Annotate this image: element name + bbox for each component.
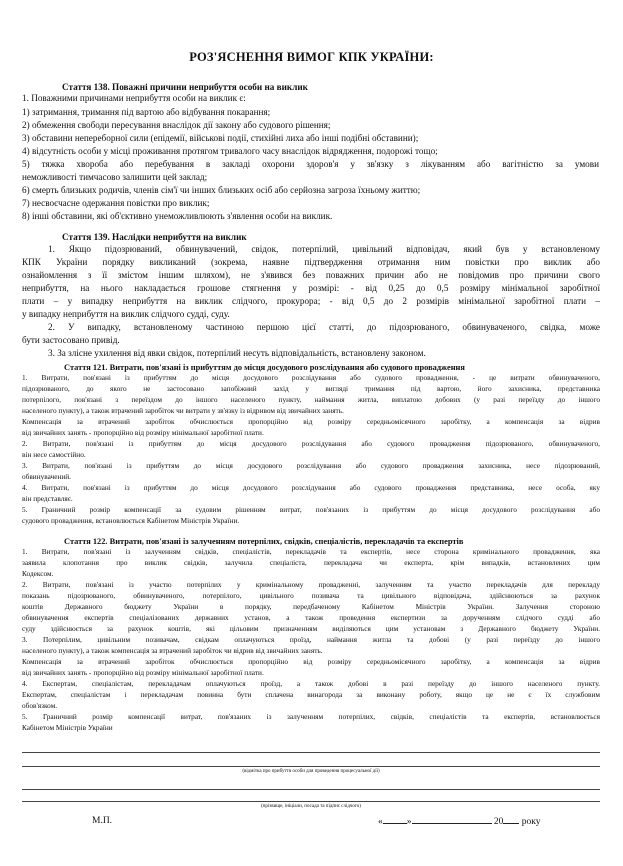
art138-line: 6) смерть близьких родичів, членів сім'ї чи інших близьких осіб або серйозна загроза їхньому життю; [22,185,421,195]
fill-line-arrival[interactable] [22,766,600,767]
art122-line: заявила клопотання про виклик свідків, залучила спеціаліста, перекладача чи експерта, крім випадків, встановлених цим [22,558,600,567]
fill-line-arrival[interactable] [22,752,600,753]
art139-line: неприбуття, на нього накладається грошове стягнення у розмірі: - від 0,25 до 0,5 розміру мінімальної заробітної [22,283,600,293]
art122-line: 5. Граничний розмір компенсації витрат, пов'язаних із залученням потерпілих, свідків, спеціалістів та експертів, встановлюється [22,712,600,721]
art121-line: 2. Витрати, пов'язані із прибуттям до місця досудового розслідування або судового провадження підозрюваного, обвинуваченого, [22,439,600,448]
art122-line: Кабінетом Міністрів України [22,723,113,732]
art122-heading: Стаття 122. Витрати, пов'язані із залученням потерпілих, свідків, спеціалістів, перекладачів та експертів [64,537,464,546]
art138-line: 7) несвоєчасне одержання повістки про виклик; [22,198,210,208]
art122-line: Компенсація за втрачений заробіток обчислюється пропорційно від розміру середньомісячного заробітку, а компенсація за відрив [22,657,600,666]
art121-heading: Стаття 121. Витрати, пов'язані із прибуттям до місця досудового розслідування або судового провадження [64,363,465,372]
arrival-caption: (відмітка про прибуття особи для проведення процесуальної дії) [242,769,380,774]
art122-line: від звичайних занять - пропорційно від розміру мінімальної заробітної плати. [22,668,264,677]
year-prefix: 20 [493,817,504,827]
art121-line: 5. Граничний розмір компенсації за судовим рішенням витрат, пов'язаних із прибуттям до місця досудового розслідування або [22,505,600,514]
art121-line: населеного пункту), а також втрачений заробіток чи витрати у зв'язку із відривом від звичайних занять. [22,406,344,415]
art122-line: Експертам, спеціалістам і перекладачам повинна бути сплачена винагорода за виконану роботу, якщо це не є їх службовим [22,690,600,699]
art122-line: обвинувачення експертів спеціалізованих державних установ, а також проведення експертизи за дорученням слідчого судді або [22,613,600,622]
art138-line: 8) інші обставини, які об'єктивно унеможливлюють з'явлення особи на виклик. [22,211,333,221]
year-blank[interactable] [503,814,519,824]
art138-line: 1. Поважними причинами неприбуття особи на виклик є: [22,93,246,103]
art121-line: 3. Витрати, пов'язані із прибуттям до місця досудового розслідування або судового провадження захисника, несе підозрюваний, [22,461,600,470]
art122-line: суду здійснюється за рахунок коштів, які цільовим призначенням виділяються цим установам з Державного бюджету України. [22,624,600,633]
art122-line: 4. Експертам, спеціалістам, перекладачам оплачуються проїзд, а також добові в разі переїзду до іншого населеного пункту. [22,679,600,688]
fill-line-investigator[interactable] [22,789,600,790]
art121-line: від звичайних занять - пропорційно від розміру мінімальної заробітної плати. [22,428,264,437]
art121-line: 1. Витрати, пов'язані із прибуттям до місця досудового розслідування або судового провадження, - це витрати обвинуваченого, [22,373,600,382]
quote-open: « [378,817,383,827]
date-field [378,814,540,827]
art139-line: бути застосовано привід. [22,335,120,345]
art139-line: ознайомлення з її змістом іншим шляхом), не з'явився без поважних причин або не повідомив про причини свого [22,270,600,280]
investigator-caption: (прізвище, ініціали, посада та підпис слідчого) [261,804,361,809]
page-title: РОЗ'ЯСНЕННЯ ВИМОГ КПК УКРАЇНИ: [189,50,434,64]
art121-line: потерпілого, пов'язані з переїздом до іншого населеного пункту, наймання житла, виплатою добових (у разі переїзду до іншого [22,395,600,404]
art138-line: 5) тяжка хвороба або перебування в закладі охорони здоров'я у зв'язку з лікуванням або вагітністю за умови [22,159,599,169]
art121-line: 4. Витрати, пов'язані із прибуттям до місця досудового розслідування або судового провадження представника, несе особа, яку [22,483,600,492]
art121-line: обвинувачений. [22,472,72,481]
art122-line: Кодексом. [22,569,54,578]
art138-line: неможливості тимчасово залишити цей заклад; [22,172,208,182]
art122-line: 3. Потерпілим, цивільним позивачам, свідкам оплачуються проїзд, наймання житла та добові (у разі переїзду до іншого [22,635,600,644]
art139-line: КПК України порядку викликаний (зокрема, наявне підтвердження отримання ним повістки про виклик або [22,257,600,267]
art122-line: 1. Витрати, пов'язані із залученням свідків, спеціалістів, перекладачів та експертів, несе сторона кримінального провадження, яка [22,547,600,556]
art139-line: 2. У випадку, встановленому частиною першою цієї статті, до підозрюваного, обвинуваченого, свідка, може [48,322,600,332]
art121-line: Компенсація за втрачений заробіток обчислюється пропорційно від розміру середньомісячного заробітку, а компенсація за відрив [22,417,600,426]
art122-line: 2. Витрати, пов'язані із участю потерпілих у кримінальному провадженні, залученням та участю перекладачів для перекладу [22,580,600,589]
art139-line: 3. За злісне ухилення від явки свідок, потерпілий несуть відповідальність, встановлену законом. [48,348,426,358]
art139-line: 1. Якщо підозрюваний, обвинувачений, свідок, потерпілий, цивільний відповідач, який був у встановленому [48,244,600,254]
art121-line: він представляє. [22,494,73,503]
art139-line: плати – у випадку неприбуття на виклик слідчого, прокурора; - від 0,5 до 2 розмірів мінімальної заробітної плати – [22,296,600,306]
quote-close: » [406,817,412,827]
art139-line: у випадку неприбуття на виклик слідчого судді, суду. [22,309,230,319]
art138-line: 2) обмеження свободи пересування внаслідок дії закону або судового рішення; [22,120,331,130]
art122-line: обов'язком. [22,701,58,710]
art138-line: 1) затримання, тримання під вартою або відбування покарання; [22,107,271,117]
month-blank[interactable] [412,814,492,824]
art122-line: населеного пункту), а також компенсація за втрачений заробіток чи відрив від звичайних занять. [22,646,323,655]
art122-line: коштів Державного бюджету України в порядку, передбаченому Кабінетом Міністрів України. Залучення стороною [22,602,600,611]
day-blank[interactable] [383,814,407,824]
year-word: року [521,817,541,827]
art121-line: підозрюваного, до якого не застосовано запобіжний захід у вигляді тримання під вартою, його захисника, представника [22,384,600,393]
art122-line: показань підозрюваного, обвинуваченого, потерпілого, цивільного позивача та цивільного відповідача, здійснюються за рахунок [22,591,600,600]
art138-line: 4) відсутність особи у місці проживання протягом тривалого часу внаслідок відрядження, подорожі тощо; [22,146,438,156]
seal-label: М.П. [92,816,113,826]
art138-line: 3) обставини непереборної сили (епідемії, військові події, стихійні лиха або інші подібні обставини); [22,133,419,143]
art121-line: судового провадження, встановлюється Кабінетом Міністрів України. [22,516,240,525]
art139-heading: Стаття 139. Наслідки неприбуття на виклик [62,232,247,242]
art138-heading: Стаття 138. Поважні причини неприбуття особи на виклик [62,82,308,92]
fill-line-investigator[interactable] [22,801,600,802]
art121-line: він несе самостійно. [22,450,86,459]
